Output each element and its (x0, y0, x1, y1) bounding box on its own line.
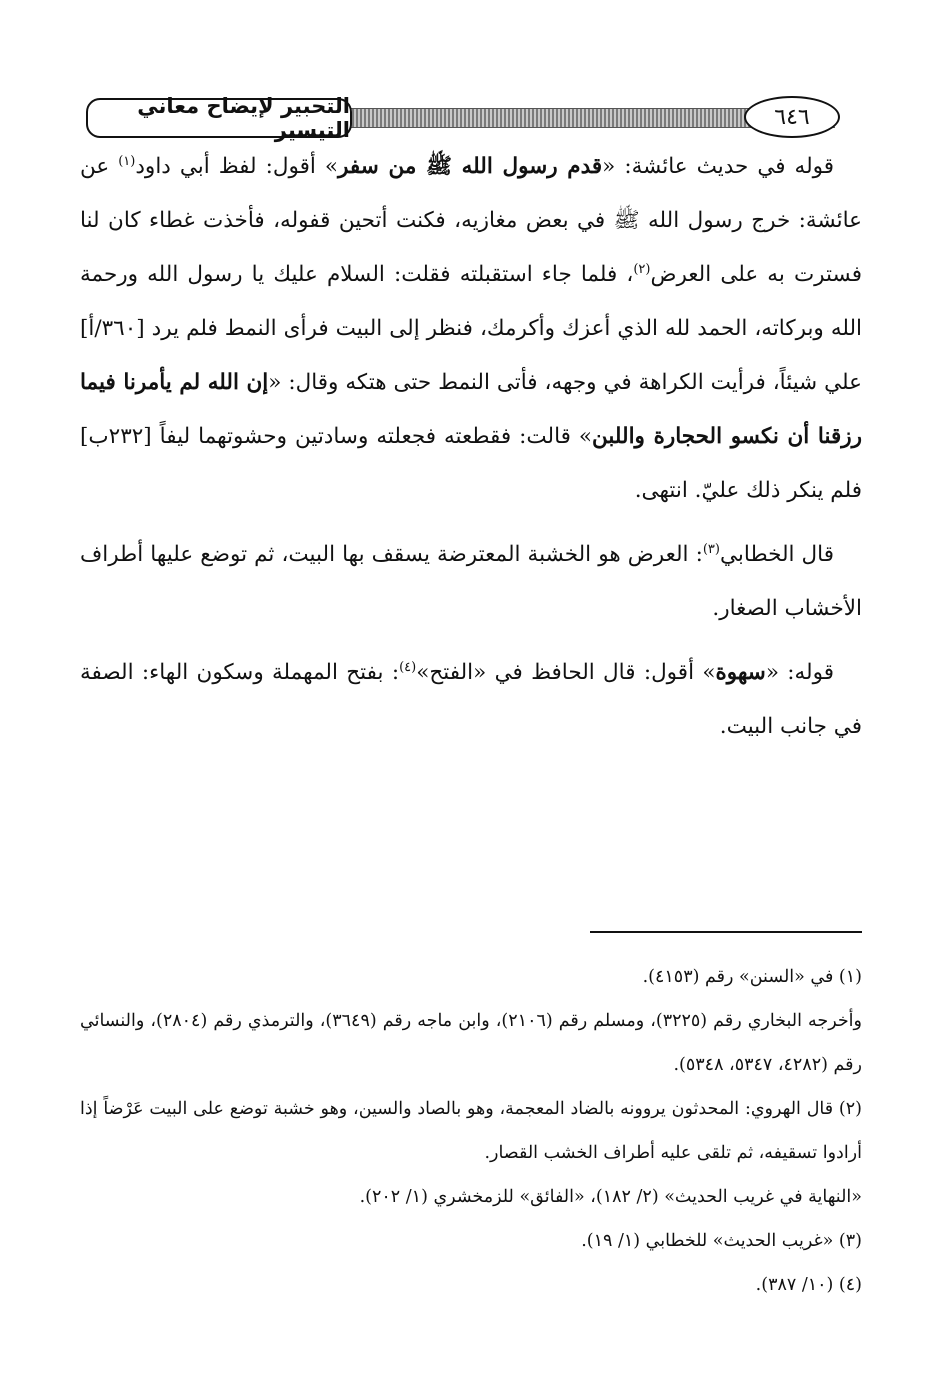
footnote-ref-2: (٢) (633, 261, 651, 277)
text-segment: قوله في حديث عائشة: « (602, 154, 835, 179)
text-segment: عن عائشة: خرج رسول الله ﷺ في بعض مغازيه، فكنت أتحين قفوله، فأخذت غطاء كان لنا فسترت به على العرض (80, 154, 862, 287)
footnote-1-continued: وأخرجه البخاري رقم (٣٢٢٥)، ومسلم رقم (٢١٠٦)، وابن ماجه رقم (٣٦٤٩)، والترمذي رقم (٢٨٠٤)، والنسائي رقم (٤٢٨٢، ٥٣٤٧، ٥٣٤٨). (80, 1011, 862, 1075)
text-segment: » أقول: قال الحافظ في «الفتح» (416, 660, 716, 685)
hadith-quote: إن الله لم يأمرنا فيما رزقنا أن نكسو الحجارة واللبن (80, 370, 862, 449)
hadith-quote: سهوة (715, 660, 766, 685)
paragraph-1 (80, 140, 862, 518)
footnote-4: (٤) (١٠/ ٣٨٧). (755, 1275, 862, 1295)
page-header (86, 96, 841, 140)
text-segment: قوله: « (765, 660, 834, 685)
book-title: التحبير لإيضاح معاني التيسير (86, 98, 352, 138)
footnote-ref-1: (١) (118, 153, 136, 169)
text-segment: » أقول: لفظ أبي داود (135, 154, 339, 179)
footnote-1: (١) في «السنن» رقم (٤١٥٣). (642, 967, 862, 987)
footnote-ref-3: (٣) (702, 541, 720, 557)
text-segment: : بفتح المهملة وسكون الهاء: الصفة في جانب البيت. (80, 660, 862, 739)
footnote-separator (590, 931, 862, 933)
text-segment: » قالت: فقطعته فجعلته وسادتين وحشوتهما ليفاً [٢٣٢ب] فلم ينكر ذلك عليّ. انتهى. (80, 424, 862, 503)
footnotes (80, 955, 862, 1307)
footnote-2: (٢) قال الهروي: المحدثون يروونه بالضاد المعجمة، وهو بالصاد والسين، وهو خشبة توضع على البيت عَرْضاً إذا أرادوا تسقيفه، ثم تلقى عليه أطراف الخشب القصار. (80, 1099, 862, 1163)
hadith-quote: قدم رسول الله ﷺ من سفر (338, 154, 603, 179)
text-segment: قال الخطابي (719, 542, 835, 567)
page-number: ٦٤٦ (744, 96, 840, 138)
main-text (80, 140, 862, 764)
footnote-2-continued: «النهاية في غريب الحديث» (٢/ ١٨٢)، «الفائق» للزمخشري (١/ ٢٠٢). (359, 1187, 862, 1207)
footnote-ref-4: (٤) (399, 659, 417, 675)
text-segment: ، فلما جاء استقبلته فقلت: السلام عليك يا رسول الله ورحمة الله وبركاته، الحمد لله الذي أعزك وأكرمك، فنظر إلى البيت فرأى النمط فلم يرد [٣٦٠/أ] علي شيئاً، فرأيت الكراهة في وجهه، فأتى النمط حتى هتكه وقال: « (80, 262, 862, 395)
text-segment: : العرض هو الخشبة المعترضة يسقف بها البيت، ثم توضع عليها أطراف الأخشاب الصغار. (80, 542, 862, 621)
paragraph-3 (80, 646, 862, 754)
footnote-3: (٣) «غريب الحديث» للخطابي (١/ ١٩). (581, 1231, 862, 1251)
paragraph-2 (80, 528, 862, 636)
